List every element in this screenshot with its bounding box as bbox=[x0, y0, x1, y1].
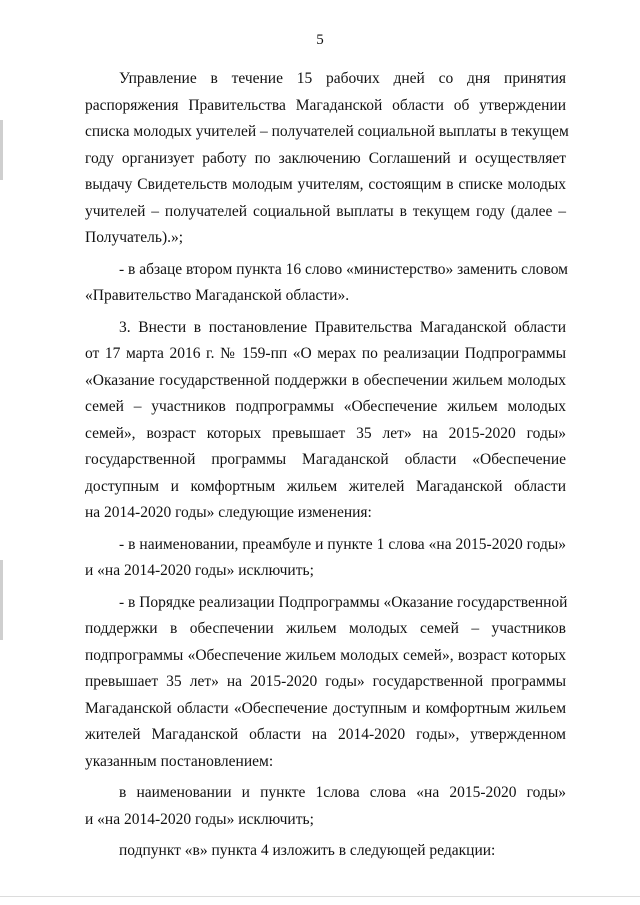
page-number: 5 bbox=[316, 32, 324, 48]
document-body bbox=[85, 66, 569, 865]
text-line: и «на 2014-2020 годы» исключить; bbox=[85, 810, 314, 828]
text-line: превышает 35 лет» на 2015-2020 годы» государственной программы bbox=[85, 673, 566, 690]
text-line: Получатель).»; bbox=[85, 229, 184, 246]
text-line: подпрограммы «Обеспечение жильем молодых семей», возраст которых bbox=[85, 646, 566, 664]
text-line: выдачу Свидетельств молодым учителям, состоящим в списке молодых bbox=[85, 176, 566, 193]
text-line: семей», возраст которых превышает 35 лет» на 2015-2020 годы» bbox=[85, 424, 566, 442]
scan-edge-mark bbox=[0, 560, 3, 640]
text-line: государственной программы Магаданской области «Обеспечение bbox=[85, 451, 566, 468]
text-line: списка молодых учителей – получателей социальной выплаты в текущем bbox=[85, 123, 569, 140]
text-line: - в абзаце втором пункта 16 слово «министерство» заменить словом bbox=[119, 260, 568, 278]
text-line: указанным постановлением: bbox=[85, 752, 274, 770]
text-line: семей – участников подпрограммы «Обеспечение жильем молодых bbox=[85, 398, 566, 415]
text-line: - в Порядке реализации Подпрограммы «Оказание государственной bbox=[119, 593, 568, 611]
text-line: на 2014-2020 годы» следующие изменения: bbox=[85, 504, 372, 521]
text-line: Магаданской области «Обеспечение доступным и комфортным жильем bbox=[85, 699, 566, 717]
page-bottom-edge bbox=[0, 896, 640, 897]
scan-edge-mark bbox=[0, 120, 3, 180]
text-line: от 17 марта 2016 г. № 159-пп «О мерах по реализации Подпрограммы bbox=[85, 345, 566, 362]
text-line: распоряжения Правительства Магаданской области об утверждении bbox=[85, 96, 566, 114]
text-line: доступным и комфортным жильем жителей Магаданской области bbox=[85, 477, 566, 495]
text-line: учителей – получателей социальной выплаты в текущем году (далее – bbox=[85, 202, 566, 220]
text-line: - в наименовании, преамбуле и пункте 1 слова «на 2015-2020 годы» bbox=[119, 535, 566, 553]
text-line: и «на 2014-2020 годы» исключить; bbox=[85, 562, 314, 579]
text-line: 3. Внести в постановление Правительства Магаданской области bbox=[119, 318, 566, 336]
text-line: в наименовании и пункте 1слова слова «на 2015-2020 годы» bbox=[119, 784, 566, 801]
text-line: жителей Магаданской области на 2014-2020 годы», утвержденном bbox=[85, 726, 566, 743]
text-line: подпункт «в» пункта 4 изложить в следующей редакции: bbox=[119, 842, 496, 859]
text-line: «Правительство Магаданской области». bbox=[85, 287, 350, 304]
text-line: году организует работу по заключению Соглашений и осуществляет bbox=[85, 149, 566, 167]
text-line: поддержки в обеспечении жильем молодых семей – участников bbox=[85, 620, 566, 637]
text-line: Управление в течение 15 рабочих дней со дня принятия bbox=[119, 70, 566, 87]
text-line: «Оказание государственной поддержки в обеспечении жильем молодых bbox=[85, 371, 566, 389]
